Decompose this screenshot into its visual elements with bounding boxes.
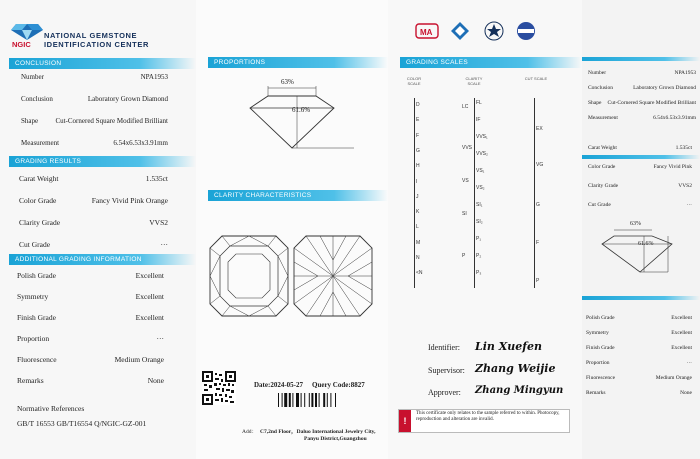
stub-additional-label: Finish Grade (586, 345, 615, 351)
color-grade-tick: G (416, 147, 420, 154)
grading-label: Cut Grade (19, 240, 51, 249)
cut-grade-tick: F (536, 240, 540, 246)
stub-conclusion-row (588, 115, 696, 121)
stub-grading-row (588, 202, 692, 208)
stub-grading-label: Clarity Grade (588, 183, 619, 189)
supervisor-signature: Zhang Weijie (475, 362, 556, 375)
stub-additional-row (586, 375, 692, 381)
conclusion-row (21, 117, 168, 125)
conclusion-row (21, 139, 168, 147)
stub-conclusion-row (588, 100, 696, 106)
stub-grading-value: VVS2 (678, 183, 692, 189)
grading-label: Carat Weight (19, 174, 59, 183)
conclusion-label: Measurement (21, 139, 60, 147)
additional-value: Excellent (135, 271, 164, 280)
stub-conclusion-value: Cut-Cornered Square Modified Brilliant (607, 100, 696, 106)
color-grade-tick: H (416, 163, 420, 170)
clarity-group-tick: VS (462, 178, 469, 185)
additional-value: None (147, 376, 164, 385)
cert-mark-ma: MA (420, 28, 433, 37)
color-grade-tick: N (416, 255, 420, 261)
stub-grading-label: Carat Weight (588, 145, 617, 151)
additional-label: Proportion (17, 334, 50, 343)
color-grade-tick: F (416, 132, 420, 139)
stub-additional-label: Remarks (586, 390, 606, 396)
grading-row (19, 174, 168, 183)
grading-label: Color Grade (19, 196, 57, 205)
conclusion-value: Cut-Cornered Square Modified Brilliant (55, 117, 168, 125)
additional-value: Medium Orange (114, 355, 164, 364)
cut-grade-tick: VG (536, 162, 544, 168)
clarity-grade-tick: VS₁ (476, 168, 485, 174)
conclusion-value: Laboratory Grown Diamond (87, 95, 168, 103)
stub-grading-value: 1.535ct (675, 145, 692, 151)
conclusion-value: NPA1953 (140, 73, 168, 81)
stub-grading-label: Color Grade (588, 164, 616, 170)
additional-info-header: ADDITIONAL GRADING INFORMATION (9, 254, 196, 265)
notice-text: This certificate only relates to the sample referred to within. Photocopy, reproduction and alteration are invalid. (416, 411, 560, 422)
report-panel-diagrams (196, 0, 388, 459)
additional-label: Polish Grade (17, 271, 56, 280)
ngic-logo (10, 22, 44, 48)
color-grade-tick: I (416, 178, 418, 185)
cut-scale-title: CUT SCALE (524, 76, 548, 81)
stub-lower-bar (582, 296, 700, 300)
color-grade-tick: D (416, 102, 420, 108)
conclusion-value: 6.54x6.53x3.91mm (113, 139, 168, 147)
stub-grading-row (588, 164, 692, 170)
additional-label: Finish Grade (17, 313, 56, 322)
additional-row (17, 313, 164, 322)
conclusion-label: Number (21, 73, 44, 81)
additional-value: Excellent (135, 292, 164, 301)
identifier-label: Identifier: (428, 343, 460, 352)
normative-references-text: GB/T 16553 GB/T16554 Q/NGIC-GZ-001 (17, 419, 147, 428)
stub-grading-row (588, 145, 692, 151)
notice-box (398, 409, 570, 433)
conclusion-row (21, 73, 168, 81)
cnas-mark-icon (451, 22, 469, 40)
stub-conclusion-row (588, 85, 696, 91)
conclusion-label: Conclusion (21, 95, 53, 103)
stub-grading-label: Cut Grade (588, 202, 611, 208)
additional-value: Excellent (135, 313, 164, 322)
clarity-scale-line (474, 98, 475, 288)
color-grade-tick: K (416, 209, 420, 216)
grading-label: Clarity Grade (19, 218, 61, 227)
normative-references-title: Normative References (17, 404, 85, 413)
report-panel-stub (582, 0, 700, 459)
clarity-plot-crown (208, 234, 290, 318)
stub-table-pct: 63% (630, 221, 641, 227)
additional-row (17, 334, 164, 343)
approver-label: Approver: (428, 388, 461, 397)
stub-conclusion-row (588, 70, 696, 76)
clarity-grade-tick: VVS₂ (476, 151, 488, 157)
grading-results-header: GRADING RESULTS (9, 156, 196, 167)
stub-additional-value: ··· (686, 360, 692, 366)
stub-additional-value: Excellent (671, 345, 692, 351)
additional-row (17, 355, 164, 364)
additional-label: Fluorescence (17, 355, 57, 364)
clarity-characteristics-header: CLARITY CHARACTERISTICS (208, 190, 388, 201)
report-address-line2: Panyu District,Guangzhou (304, 436, 367, 442)
clarity-group-tick: LC (462, 104, 469, 110)
clarity-grade-tick: IF (476, 117, 481, 123)
cut-grade-tick: P (536, 278, 540, 284)
clarity-grade-tick: VVS₁ (476, 134, 488, 140)
report-address-line1: C7,2nd Floor，Daluo International Jewelry City, (260, 429, 376, 435)
report-address-label: Add： (242, 429, 257, 435)
brand-abbr: NGIC (12, 40, 31, 49)
clarity-grade-tick: P₃ (476, 270, 482, 276)
stub-additional-label: Fluorescence (586, 375, 616, 381)
report-panel-main (0, 0, 196, 459)
clarity-grade-tick: SI₁ (476, 202, 483, 208)
certification-marks (414, 20, 544, 42)
stub-additional-row (586, 315, 692, 321)
additional-row (17, 271, 164, 280)
proportions-header: PROPORTIONS (208, 57, 388, 68)
stub-proportions-diagram (588, 222, 692, 278)
qr-code (202, 371, 236, 405)
color-grade-tick: L (416, 224, 419, 231)
report-panel-scales (388, 0, 582, 459)
grading-value: VVS2 (149, 218, 168, 227)
clarity-scale-title: CLARITY SCALE (465, 76, 483, 86)
color-grade-tick: J (416, 193, 419, 200)
proportions-depth-pct: 61.6% (292, 106, 311, 114)
clarity-group-tick: SI (462, 211, 467, 218)
stub-additional-row (586, 360, 692, 366)
stub-grading-value: Fancy Vivid Pink (653, 164, 692, 170)
proportions-diagram (222, 78, 362, 158)
brand-name-line2: IDENTIFICATION CENTER (44, 40, 149, 49)
grading-value: ··· (160, 240, 168, 249)
additional-label: Symmetry (17, 292, 49, 301)
color-grade-tick: <N (416, 270, 423, 277)
clarity-grade-tick: VS₂ (476, 185, 485, 191)
stub-conclusion-label: Conclusion (588, 85, 614, 91)
stub-additional-value: Medium Orange (655, 375, 692, 381)
conclusion-header: CONCLUSION (9, 58, 196, 69)
clarity-grade-tick: P₁ (476, 236, 482, 242)
stub-additional-label: Symmetry (586, 330, 609, 336)
conclusion-label: Shape (21, 117, 39, 125)
cma-seal-icon (517, 22, 535, 40)
grading-row (19, 196, 168, 205)
stub-conclusion-value: NPA1953 (674, 70, 696, 76)
additional-label: Remarks (17, 376, 44, 385)
stub-conclusion-label: Number (588, 70, 607, 76)
stub-additional-label: Polish Grade (586, 315, 615, 321)
additional-row (17, 292, 164, 301)
stub-mid-bar (582, 155, 700, 159)
stub-conclusion-value: Laboratory Grown Diamond (633, 85, 696, 91)
clarity-group-tick: VVS (462, 145, 473, 152)
grading-scales-header: GRADING SCALES (400, 57, 582, 68)
stub-conclusion-label: Measurement (588, 115, 618, 121)
cma-mark-icon (416, 24, 438, 38)
cut-grade-tick: G (536, 202, 540, 208)
stub-additional-value: Excellent (671, 330, 692, 336)
clarity-grade-tick: SI₂ (476, 219, 483, 225)
stub-additional-row (586, 330, 692, 336)
stub-additional-value: None (680, 390, 692, 396)
grading-value: Fancy Vivid Pink Orange (91, 196, 168, 205)
clarity-grade-tick: FL (476, 100, 482, 106)
stub-depth-pct: 61.6% (638, 241, 654, 247)
stub-additional-value: Excellent (671, 315, 692, 321)
color-grade-tick: M (416, 239, 421, 246)
report-query-code: Query Code:8827 (312, 381, 365, 389)
barcode (278, 393, 360, 407)
grading-value: 1.535ct (145, 174, 168, 183)
report-date: Date:2024-05-27 (254, 381, 303, 389)
conclusion-row (21, 95, 168, 103)
identifier-signature: Lin Xuefen (475, 340, 542, 353)
color-scale-line (414, 98, 418, 288)
clarity-grade-tick: P₂ (476, 253, 482, 259)
stub-additional-label: Proportion (586, 360, 610, 366)
clarity-group-tick: P (462, 252, 466, 259)
stub-conclusion-value: 6.54x6.53x3.91mm (653, 115, 696, 121)
color-grade-tick: E (416, 117, 420, 124)
clarity-plot-pavilion (292, 234, 374, 318)
warning-icon: ! (399, 410, 411, 432)
color-scale-title: COLOR SCALE (406, 76, 422, 86)
cut-scale-line (534, 98, 535, 288)
brand-name-line1: NATIONAL GEMSTONE (44, 31, 138, 40)
grading-row (19, 218, 168, 227)
stub-conclusion-label: Shape (588, 100, 602, 106)
proportions-table-pct: 63% (281, 78, 294, 86)
stub-grading-value: ··· (686, 202, 692, 208)
supervisor-label: Supervisor: (428, 366, 465, 375)
stub-top-bar (582, 57, 700, 61)
stub-grading-row (588, 183, 692, 189)
additional-row (17, 376, 164, 385)
stub-additional-row (586, 345, 692, 351)
stub-additional-row (586, 390, 692, 396)
cut-grade-tick: EX (536, 126, 543, 132)
grading-row (19, 240, 168, 249)
ilac-mark-icon (485, 22, 503, 40)
additional-value: ··· (156, 334, 164, 343)
approver-signature: Zhang Mingyun (475, 385, 564, 396)
